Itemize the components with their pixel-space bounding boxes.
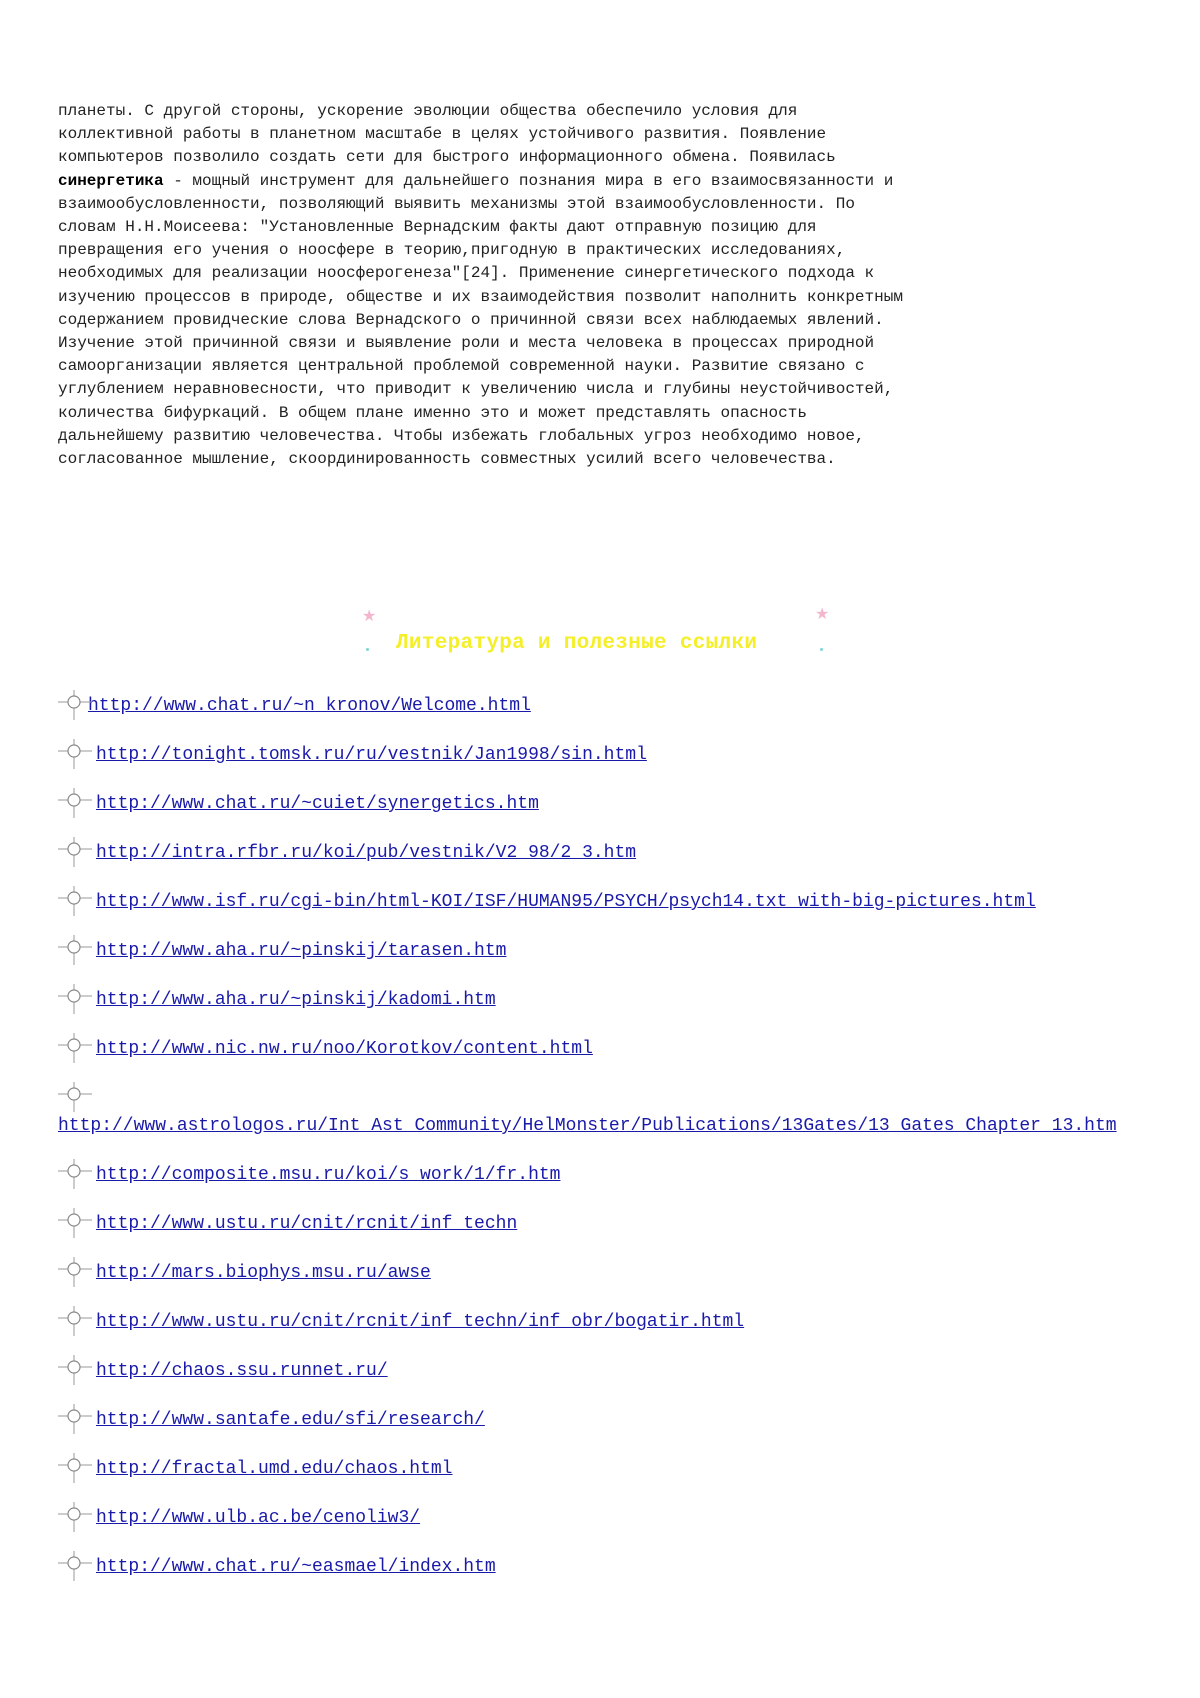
para-line: планеты. С другой стороны, ускорение эволюции общества обеспечило условия для bbox=[58, 102, 798, 120]
para-line: содержанием провидческие слова Вернадского о причинной связи всех наблюдаемых явлений. bbox=[58, 310, 884, 329]
sparkle-bullet-icon bbox=[58, 1033, 92, 1063]
list-item bbox=[58, 1306, 1168, 1334]
para-line: необходимых для реализации ноосферогенеза"[24]. Применение синергетического подхода к bbox=[58, 264, 875, 283]
list-item bbox=[58, 1453, 1168, 1481]
list-item bbox=[58, 1404, 1168, 1432]
reference-link[interactable]: http://www.chat.ru/~easmael/index.htm bbox=[96, 1557, 496, 1577]
reference-link[interactable]: http://www.isf.ru/cgi-bin/html-KOI/ISF/HUMAN95/PSYCH/psych14.txt_with-big-pictures.html bbox=[96, 892, 1036, 912]
list-item bbox=[58, 1159, 1168, 1187]
para-line: углублением неравновесности, что приводит к увеличению числа и глубины неустойчивостей, bbox=[58, 380, 894, 399]
sparkle-star-icon: ★ bbox=[815, 604, 830, 623]
links-list bbox=[58, 690, 1168, 1600]
sparkle-bullet-icon bbox=[58, 935, 92, 965]
sparkle-bullet-icon bbox=[58, 1453, 92, 1483]
list-item bbox=[58, 984, 1168, 1012]
section-heading-block bbox=[340, 590, 840, 670]
reference-link[interactable]: http://www.chat.ru/~cuiet/synergetics.htm bbox=[96, 794, 539, 814]
para-line: - мощный инструмент для дальнейшего познания мира в его взаимосвязанности и bbox=[163, 171, 894, 190]
para-line: взаимообусловленности, позволяющий выявить механизмы этой взаимообусловленности. По bbox=[58, 194, 855, 213]
reference-link[interactable]: http://intra.rfbr.ru/koi/pub/vestnik/V2_98/2_3.htm bbox=[96, 843, 637, 863]
sparkle-star-icon: ★ bbox=[362, 606, 377, 625]
body-paragraph bbox=[58, 100, 1168, 471]
para-line: коллективной работы в планетном масштабе в целях устойчивого развития. Появление bbox=[58, 125, 827, 144]
para-line: изучению процессов в природе, обществе и их взаимодействия позволит наполнить конкретным bbox=[58, 287, 903, 306]
reference-link[interactable]: http://www.santafe.edu/sfi/research/ bbox=[96, 1410, 485, 1430]
reference-link[interactable]: http://www.astrologos.ru/Int_Ast_Community/HelMonster/Publications/13Gates/13_Gates_Chapter_13.htm bbox=[58, 1116, 1117, 1136]
list-item bbox=[58, 788, 1168, 816]
sparkle-dot-icon bbox=[366, 648, 369, 651]
sparkle-bullet-icon bbox=[58, 837, 92, 867]
bold-term-synergetics: синергетика bbox=[58, 171, 164, 190]
list-item bbox=[58, 690, 1168, 718]
reference-link[interactable]: http://www.ulb.ac.be/cenoliw3/ bbox=[96, 1508, 421, 1528]
reference-link[interactable]: http://composite.msu.ru/koi/s_work/1/fr.htm bbox=[96, 1165, 561, 1185]
para-line: компьютеров позволило создать сети для быстрого информационного обмена. Появилась bbox=[58, 148, 836, 167]
list-item bbox=[58, 1551, 1168, 1579]
para-line: самоорганизации является центральной проблемой современной науки. Развитие связано с bbox=[58, 357, 865, 376]
para-line: превращения его учения о ноосфере в теорию,пригодную в практических исследованиях, bbox=[58, 241, 846, 260]
list-item bbox=[58, 1082, 1168, 1138]
para-line: количества бифуркаций. В общем плане именно это и может представлять опасность bbox=[58, 403, 807, 422]
reference-link[interactable]: http://www.ustu.ru/cnit/rcnit/inf_techn bbox=[96, 1214, 518, 1234]
reference-link[interactable]: http://mars.biophys.msu.ru/awse bbox=[96, 1263, 431, 1283]
reference-link[interactable]: http://www.aha.ru/~pinskij/tarasen.htm bbox=[96, 941, 507, 961]
sparkle-bullet-icon bbox=[58, 739, 92, 769]
reference-link[interactable]: http://fractal.umd.edu/chaos.html bbox=[96, 1459, 453, 1479]
sparkle-bullet-icon bbox=[58, 1551, 92, 1581]
sparkle-bullet-icon bbox=[58, 1306, 92, 1336]
section-heading: Литература и полезные ссылки bbox=[396, 632, 758, 655]
list-item bbox=[58, 1502, 1168, 1530]
reference-link[interactable]: http://www.aha.ru/~pinskij/kadomi.htm bbox=[96, 990, 496, 1010]
para-line: согласованное мышление, скоординированность совместных усилий всего человечества. bbox=[58, 450, 836, 469]
list-item bbox=[58, 1033, 1168, 1061]
reference-link[interactable]: http://chaos.ssu.runnet.ru/ bbox=[96, 1361, 388, 1381]
sparkle-bullet-icon bbox=[58, 690, 92, 720]
reference-link[interactable]: http://tonight.tomsk.ru/ru/vestnik/Jan1998/sin.html bbox=[96, 745, 647, 765]
sparkle-bullet-icon bbox=[58, 1404, 92, 1434]
para-line: Изучение этой причинной связи и выявление роли и места человека в процессах природной bbox=[58, 334, 875, 353]
sparkle-bullet-icon bbox=[58, 1159, 92, 1189]
sparkle-bullet-icon bbox=[58, 788, 92, 818]
list-item bbox=[58, 837, 1168, 865]
list-item bbox=[58, 1257, 1168, 1285]
sparkle-bullet-icon bbox=[58, 1208, 92, 1238]
sparkle-bullet-icon bbox=[58, 886, 92, 916]
list-item bbox=[58, 886, 1168, 914]
list-item bbox=[58, 1355, 1168, 1383]
sparkle-bullet-icon bbox=[58, 1355, 92, 1385]
sparkle-dot-icon bbox=[820, 648, 823, 651]
para-line: словам Н.Н.Моисеева: "Установленные Вернадским факты дают отправную позицию для bbox=[58, 218, 817, 237]
list-item bbox=[58, 1208, 1168, 1236]
sparkle-bullet-icon bbox=[58, 1082, 92, 1112]
sparkle-bullet-icon bbox=[58, 1502, 92, 1532]
list-item bbox=[58, 739, 1168, 767]
sparkle-bullet-icon bbox=[58, 1257, 92, 1287]
reference-link[interactable]: http://www.chat.ru/~n_kronov/Welcome.html bbox=[88, 696, 531, 716]
reference-link[interactable]: http://www.ustu.ru/cnit/rcnit/inf_techn/inf_obr/bogatir.html bbox=[96, 1312, 745, 1332]
sparkle-bullet-icon bbox=[58, 984, 92, 1014]
reference-link[interactable]: http://www.nic.nw.ru/noo/Korotkov/content.html bbox=[96, 1039, 593, 1059]
para-line: дальнейшему развитию человечества. Чтобы избежать глобальных угроз необходимо новое, bbox=[58, 426, 865, 445]
list-item bbox=[58, 935, 1168, 963]
